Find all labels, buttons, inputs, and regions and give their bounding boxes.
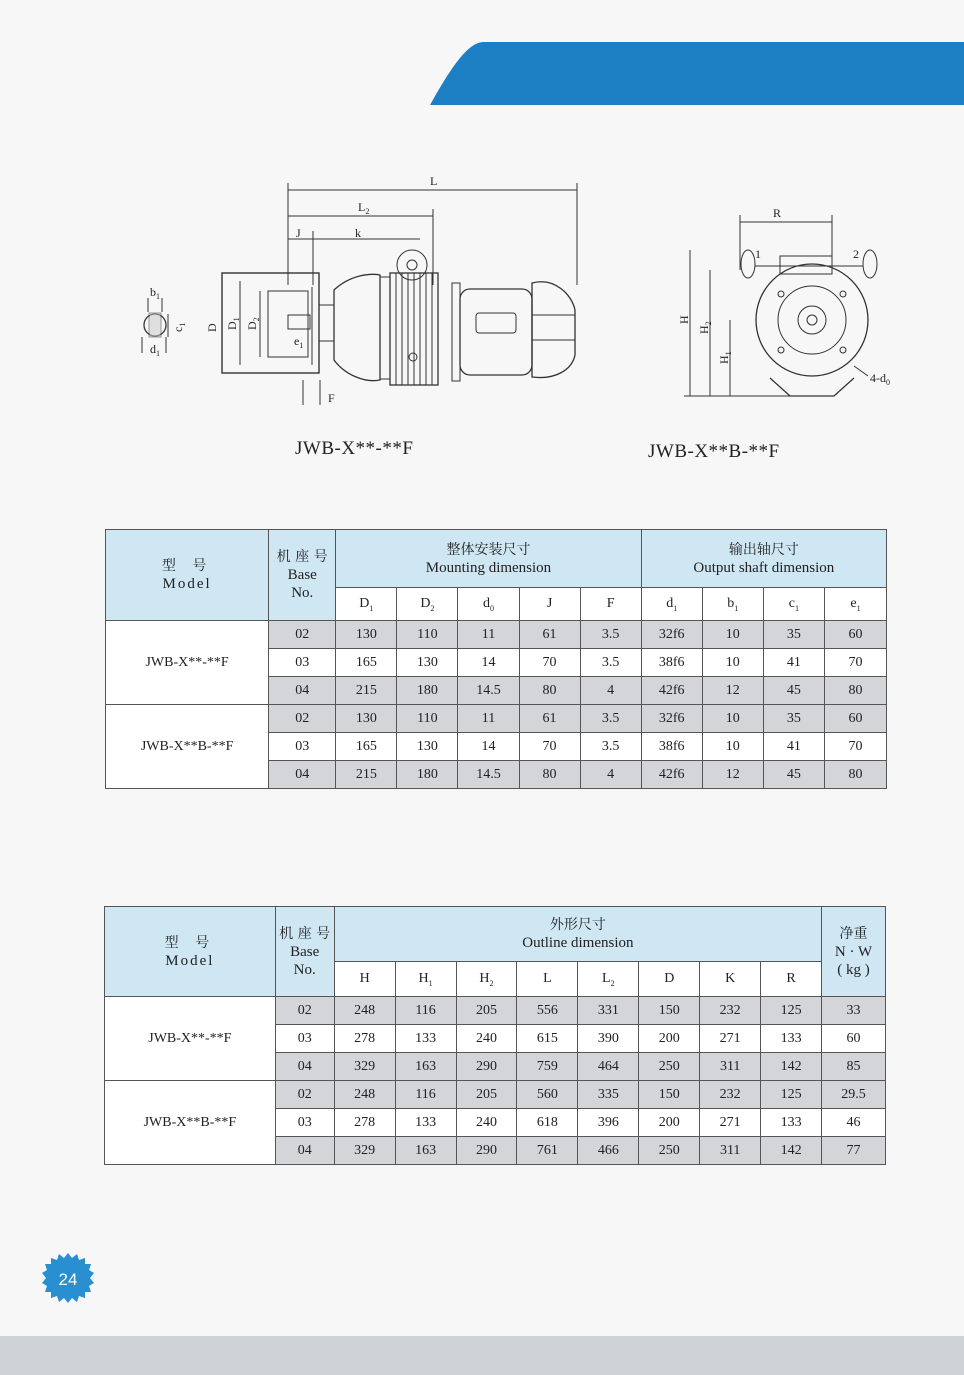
value-cell: 10 [702, 621, 763, 649]
col-header: $b_1$ [702, 588, 763, 621]
value-cell: 464 [578, 1053, 639, 1081]
weight-cell: 46 [822, 1109, 886, 1137]
dim-k-label: k [355, 226, 361, 240]
value-cell: 271 [700, 1025, 761, 1053]
value-cell: 278 [334, 1025, 395, 1053]
value-cell: 70 [519, 733, 580, 761]
model-cell: JWB-X**B-**F [106, 705, 269, 789]
base-no-cell: 03 [269, 649, 336, 677]
model-cell: JWB-X**B-**F [105, 1081, 276, 1165]
base-no-cell: 04 [275, 1053, 334, 1081]
value-cell: 329 [334, 1137, 395, 1165]
col-header: $H_1$ [395, 962, 456, 997]
value-cell: 331 [578, 997, 639, 1025]
base-no-cell: 02 [269, 621, 336, 649]
value-cell: 125 [761, 997, 822, 1025]
value-cell: 142 [761, 1137, 822, 1165]
dim-d2-label: $D_2$ [245, 317, 261, 330]
value-cell: 240 [456, 1109, 517, 1137]
dim-c1-label: $c_1$ [171, 322, 187, 332]
value-cell: 205 [456, 997, 517, 1025]
value-cell: 35 [763, 621, 824, 649]
value-cell: 240 [456, 1025, 517, 1053]
weight-cell: 29.5 [822, 1081, 886, 1109]
col-header: $e_1$ [824, 588, 886, 621]
value-cell: 41 [763, 733, 824, 761]
base-no-cell: 04 [269, 677, 336, 705]
outline-dimension-header: 外形尺寸 Outline dimension [334, 907, 821, 962]
value-cell: 125 [761, 1081, 822, 1109]
mounting-dimension-header: 整体安装尺寸 Mounting dimension [336, 530, 641, 588]
value-cell: 3.5 [580, 621, 641, 649]
value-cell: 61 [519, 705, 580, 733]
mounting-output-table [105, 529, 887, 789]
drawing-left-caption: JWB-X**-**F [295, 438, 414, 459]
dim-r-label: R [773, 206, 782, 220]
value-cell: 110 [397, 705, 458, 733]
value-cell: 60 [824, 705, 886, 733]
value-cell: 41 [763, 649, 824, 677]
value-cell: 232 [700, 997, 761, 1025]
table-row [106, 621, 887, 649]
value-cell: 14 [458, 733, 519, 761]
value-cell: 311 [700, 1137, 761, 1165]
col-header: L [517, 962, 578, 997]
dim-b1-label: $b_1$ [150, 285, 160, 301]
base-header: 机 座 号 Base No. [275, 907, 334, 997]
dim-h2-label: $H_2$ [697, 321, 713, 334]
value-cell: 133 [761, 1109, 822, 1137]
header-banner [0, 0, 964, 110]
model-header: 型 号 Model [105, 907, 276, 997]
dim-l2-label: $L_2$ [358, 200, 370, 216]
weight-cell: 33 [822, 997, 886, 1025]
value-cell: 396 [578, 1109, 639, 1137]
dim-j-label: J [296, 226, 301, 240]
col-header: R [761, 962, 822, 997]
value-cell: 248 [334, 997, 395, 1025]
value-cell: 759 [517, 1053, 578, 1081]
dim-l-label: L [430, 174, 438, 188]
handle-1-label: 1 [755, 247, 761, 261]
value-cell: 42f6 [641, 761, 702, 789]
value-cell: 163 [395, 1137, 456, 1165]
value-cell: 130 [336, 705, 397, 733]
model-cell: JWB-X**-**F [106, 621, 269, 705]
table-row [106, 705, 887, 733]
value-cell: 150 [639, 1081, 700, 1109]
value-cell: 4 [580, 677, 641, 705]
value-cell: 215 [336, 677, 397, 705]
value-cell: 70 [824, 649, 886, 677]
value-cell: 14.5 [458, 761, 519, 789]
value-cell: 10 [702, 705, 763, 733]
value-cell: 390 [578, 1025, 639, 1053]
value-cell: 10 [702, 649, 763, 677]
value-cell: 80 [519, 677, 580, 705]
dim-d1s-label: $d_1$ [150, 342, 160, 358]
value-cell: 35 [763, 705, 824, 733]
value-cell: 80 [824, 677, 886, 705]
value-cell: 116 [395, 997, 456, 1025]
table-row [105, 997, 886, 1025]
output-shaft-header: 输出轴尺寸 Output shaft dimension [641, 530, 886, 588]
value-cell: 133 [395, 1025, 456, 1053]
drawing-jwb-bf [670, 200, 910, 410]
value-cell: 38f6 [641, 733, 702, 761]
value-cell: 70 [519, 649, 580, 677]
value-cell: 80 [519, 761, 580, 789]
value-cell: 130 [397, 733, 458, 761]
col-header: $c_1$ [763, 588, 824, 621]
net-weight-header: 净重 N · W ( kg ) [822, 907, 886, 997]
col-header: $H_2$ [456, 962, 517, 997]
value-cell: 232 [700, 1081, 761, 1109]
value-cell: 335 [578, 1081, 639, 1109]
value-cell: 133 [761, 1025, 822, 1053]
value-cell: 32f6 [641, 705, 702, 733]
value-cell: 250 [639, 1137, 700, 1165]
value-cell: 250 [639, 1053, 700, 1081]
col-header: $d_1$ [641, 588, 702, 621]
outline-dimension-table [104, 906, 886, 1165]
col-header: K [700, 962, 761, 997]
value-cell: 163 [395, 1053, 456, 1081]
value-cell: 271 [700, 1109, 761, 1137]
value-cell: 3.5 [580, 649, 641, 677]
value-cell: 142 [761, 1053, 822, 1081]
value-cell: 3.5 [580, 705, 641, 733]
base-no-cell: 04 [275, 1137, 334, 1165]
value-cell: 12 [702, 677, 763, 705]
base-no-cell: 02 [275, 997, 334, 1025]
value-cell: 45 [763, 677, 824, 705]
value-cell: 70 [824, 733, 886, 761]
value-cell: 110 [397, 621, 458, 649]
value-cell: 290 [456, 1053, 517, 1081]
value-cell: 3.5 [580, 733, 641, 761]
value-cell: 150 [639, 997, 700, 1025]
col-header: $D_2$ [397, 588, 458, 621]
value-cell: 10 [702, 733, 763, 761]
dim-d-label: D [205, 323, 219, 332]
dim-e1-label: $e_1$ [294, 334, 304, 350]
value-cell: 14 [458, 649, 519, 677]
page-number: 24 [58, 1270, 78, 1289]
base-no-cell: 03 [269, 733, 336, 761]
value-cell: 32f6 [641, 621, 702, 649]
drawing-right-caption: JWB-X**B-**F [648, 441, 780, 462]
col-header: H [334, 962, 395, 997]
base-no-cell: 03 [275, 1109, 334, 1137]
base-no-cell: 02 [275, 1081, 334, 1109]
value-cell: 165 [336, 649, 397, 677]
model-cell: JWB-X**-**F [105, 997, 276, 1081]
handle-2-label: 2 [853, 247, 859, 261]
value-cell: 130 [336, 621, 397, 649]
dim-f-label: F [328, 391, 335, 405]
value-cell: 45 [763, 761, 824, 789]
value-cell: 200 [639, 1109, 700, 1137]
col-header: F [580, 588, 641, 621]
value-cell: 38f6 [641, 649, 702, 677]
weight-cell: 77 [822, 1137, 886, 1165]
value-cell: 311 [700, 1053, 761, 1081]
value-cell: 761 [517, 1137, 578, 1165]
value-cell: 615 [517, 1025, 578, 1053]
value-cell: 466 [578, 1137, 639, 1165]
dim-d0-label: $4-d_0$ [870, 371, 890, 387]
value-cell: 42f6 [641, 677, 702, 705]
value-cell: 618 [517, 1109, 578, 1137]
value-cell: 165 [336, 733, 397, 761]
value-cell: 80 [824, 761, 886, 789]
footer-band [0, 1336, 964, 1375]
value-cell: 290 [456, 1137, 517, 1165]
col-header: $D_1$ [336, 588, 397, 621]
col-header: $L_2$ [578, 962, 639, 997]
model-header: 型 号 Model [106, 530, 269, 621]
table-row [105, 1081, 886, 1109]
base-no-cell: 03 [275, 1025, 334, 1053]
value-cell: 248 [334, 1081, 395, 1109]
value-cell: 205 [456, 1081, 517, 1109]
page-number-badge [42, 1252, 94, 1304]
drawing-jwb-f [130, 165, 590, 415]
weight-cell: 60 [822, 1025, 886, 1053]
value-cell: 11 [458, 705, 519, 733]
base-no-cell: 04 [269, 761, 336, 789]
base-no-cell: 02 [269, 705, 336, 733]
col-header: J [519, 588, 580, 621]
col-header: D [639, 962, 700, 997]
value-cell: 116 [395, 1081, 456, 1109]
value-cell: 215 [336, 761, 397, 789]
dim-d1-label: $D_1$ [225, 317, 241, 330]
value-cell: 4 [580, 761, 641, 789]
value-cell: 329 [334, 1053, 395, 1081]
value-cell: 200 [639, 1025, 700, 1053]
value-cell: 180 [397, 761, 458, 789]
col-header: $d_0$ [458, 588, 519, 621]
value-cell: 60 [824, 621, 886, 649]
weight-cell: 85 [822, 1053, 886, 1081]
value-cell: 278 [334, 1109, 395, 1137]
value-cell: 556 [517, 997, 578, 1025]
value-cell: 14.5 [458, 677, 519, 705]
base-header: 机 座 号 Base No. [269, 530, 336, 621]
dim-h1-label: $H_1$ [717, 351, 733, 364]
value-cell: 130 [397, 649, 458, 677]
value-cell: 11 [458, 621, 519, 649]
value-cell: 133 [395, 1109, 456, 1137]
dim-h-label: H [677, 315, 691, 324]
value-cell: 61 [519, 621, 580, 649]
value-cell: 560 [517, 1081, 578, 1109]
value-cell: 12 [702, 761, 763, 789]
value-cell: 180 [397, 677, 458, 705]
